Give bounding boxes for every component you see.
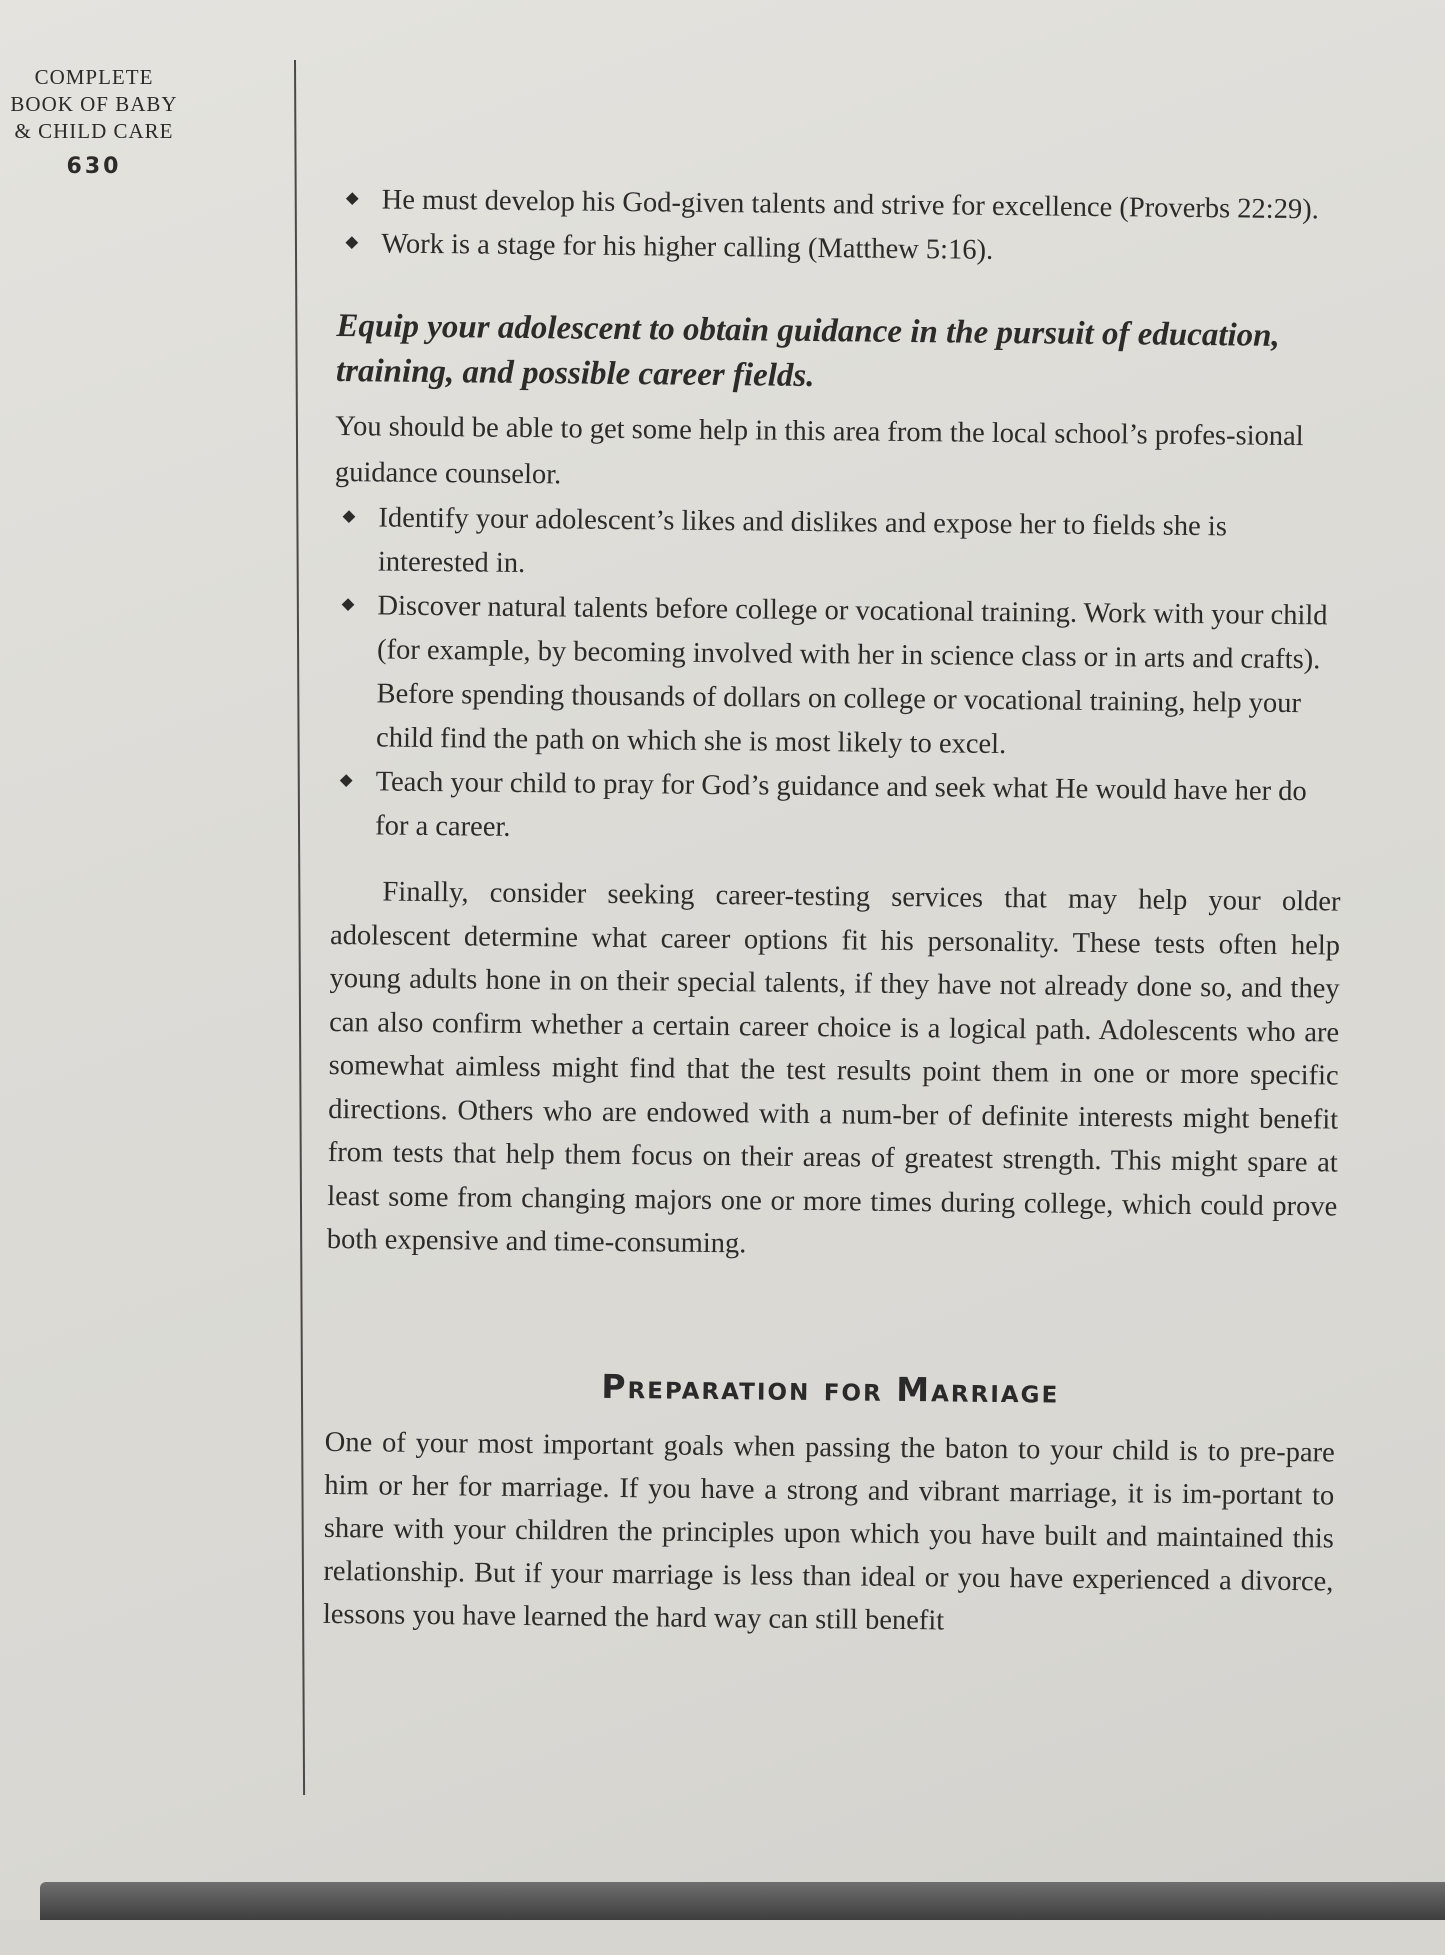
diamond-bullet-icon — [340, 774, 353, 787]
list-item — [331, 760, 1342, 859]
diamond-bullet-icon — [342, 598, 355, 611]
list-item — [334, 496, 1345, 595]
list-item — [337, 222, 1347, 277]
running-head — [0, 64, 188, 145]
page-number: 630 — [66, 154, 122, 179]
list-item-text: Discover natural talents before college or vocational training. Work with your child (for example, by becoming involved with her in science class or in arts and crafts). Before spending thousands of dollars on college or vocational training, help your child find the path on which she is most likely to excel. — [375, 590, 1328, 761]
marriage-paragraph: One of your most important goals when passing the baton to your child is to pre-pare him or her for marriage. If you have a strong and vibrant marriage, it is im-portant to share with your children the principles upon which you have built and maintained this relationship. But if your marriage is less than ideal or you have experienced a divorce, lessons you have learned the hard way can still benefit — [322, 1426, 1335, 1636]
margin-rule — [294, 60, 305, 1795]
list-item-text: Identify your adolescent’s likes and dislikes and expose her to fields she is interested in. — [377, 502, 1228, 579]
page-edge-shadow — [40, 1882, 1445, 1920]
diamond-bullet-icon — [343, 510, 356, 523]
career-testing-paragraph: Finally, consider seeking career-testing services that may help your older adolescent determine what career options fit his personality. These tests often help young adults hone in on their special talents, if they have not already done so, and they can also confirm whether a certain career choice is a logical path. Adolescents who are somewhat aimless might find that the test results point them in one or more specific directions. Others who are endowed with a num-ber of definite interests might benefit from tests that help them focus on their areas of greatest strength. This might spare at least some from changing majors one or more times during college, which could prove both expensive and time-consuming. — [326, 876, 1341, 1260]
list-item — [332, 584, 1344, 771]
running-head-line: & CHILD CARE — [14, 119, 174, 143]
page-content — [323, 178, 1348, 1646]
running-head-line: COMPLETE — [34, 65, 154, 89]
diamond-bullet-icon — [346, 192, 359, 205]
diamond-bullet-icon — [345, 236, 358, 249]
subheading: Equip your adolescent to obtain guidance in the pursuit of education, training, and possible career fields. — [335, 307, 1280, 394]
section-heading: Preparation for Marriage — [601, 1366, 1060, 1411]
list-item-text: Teach your child to pray for God’s guidance and seek what He would have her do for a career. — [375, 766, 1307, 843]
list-item-text: Work is a stage for his higher calling (Matthew 5:16). — [381, 228, 994, 266]
guidance-bullet-list — [331, 496, 1345, 859]
running-head-line: BOOK OF BABY — [10, 92, 178, 116]
list-item-text: He must develop his God-given talents and strive for excellence (Proverbs 22:29). — [381, 184, 1319, 226]
top-bullet-list — [337, 178, 1348, 277]
intro-paragraph: You should be able to get some help in this area from the local school’s profes-sional guidance counselor. — [334, 410, 1304, 491]
